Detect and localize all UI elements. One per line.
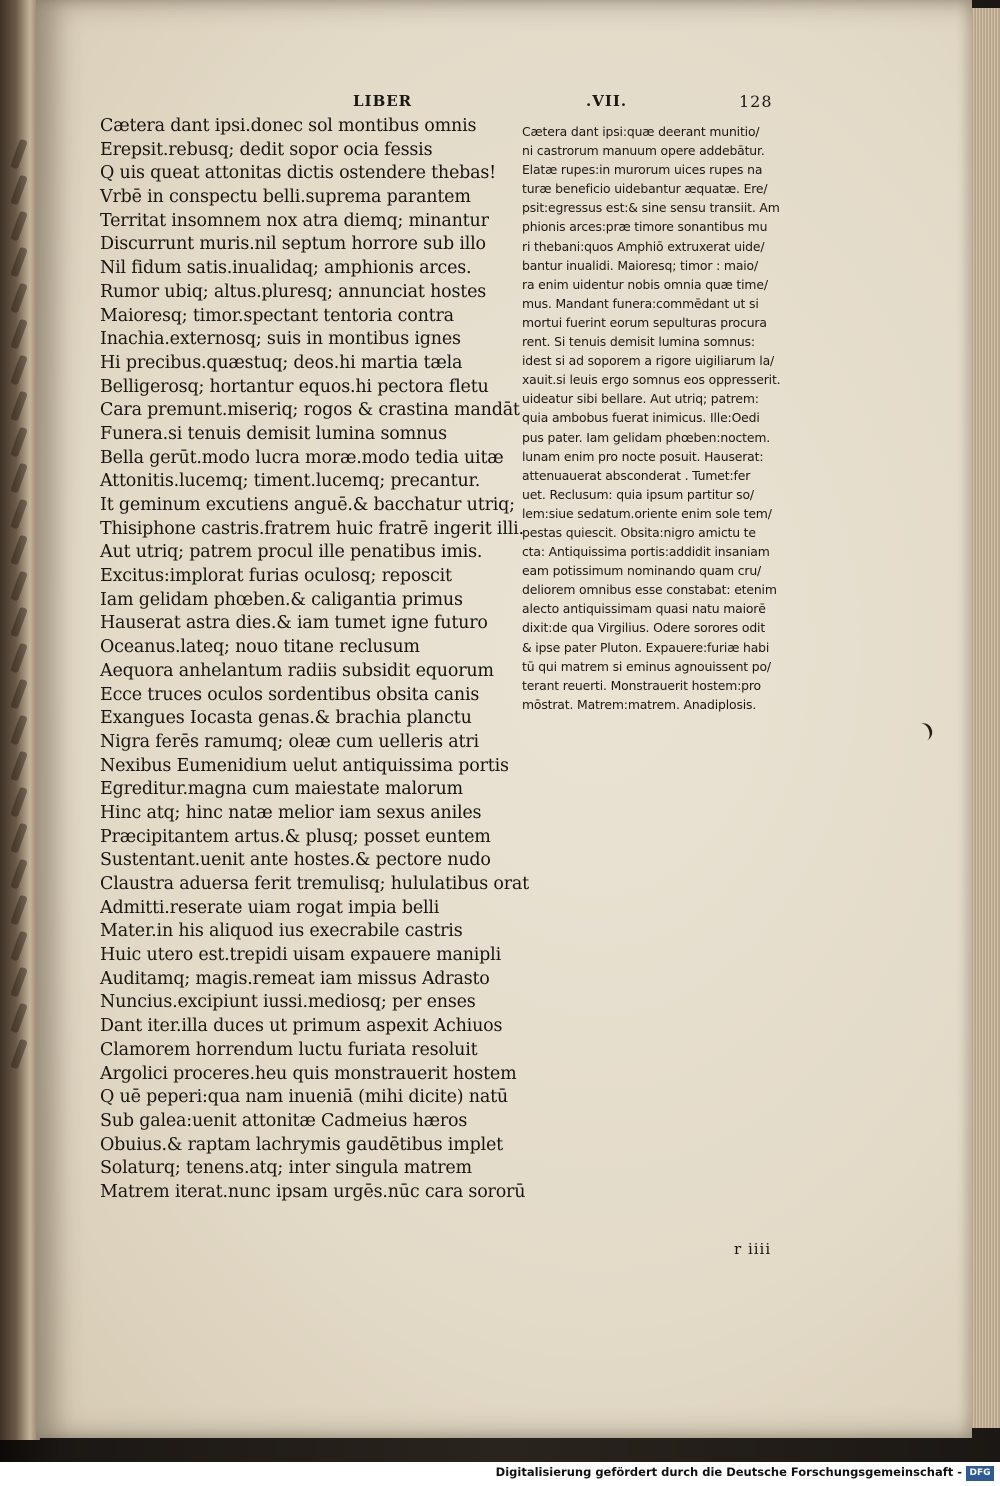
commentary-column <box>522 122 822 714</box>
verse-line: Attonitis.lucemq; timent.lucemq; precantur. <box>100 471 481 492</box>
verse-line: Solaturq; tenens.atq; inter singula matrem <box>100 1158 472 1179</box>
signature-mark: r iiii <box>734 1240 772 1258</box>
commentary-line: pus pater. Iam gelidam phœben:noctem. <box>522 429 771 445</box>
commentary-line: Cætera dant ipsi:quæ deerant munitio/ <box>522 124 760 139</box>
verse-line: Claustra aduersa ferit tremulisq; hululatibus orat <box>100 874 529 894</box>
facing-page-ink <box>10 499 28 530</box>
verse-line: Erepsit.rebusq; dedit sopor ocia fessis <box>100 139 433 160</box>
verse-line: Hi precibus.quæstuq; deos.hi martia tæla <box>100 352 463 373</box>
commentary-line: mōstrat. Matrem:matrem. Anadiplosis. <box>522 696 757 712</box>
commentary-line: bantur inualidi. Maioresq; timor : maio/ <box>522 257 759 273</box>
commentary-line: ni castrorum manuum opere addebātur. <box>522 143 765 159</box>
verse-line: Iam gelidam phœben.& caligantia primus <box>100 589 463 610</box>
commentary-line: mus. Mandant funera:commēdant ut si <box>522 295 759 311</box>
verse-line: Nexibus Eumenidium uelut antiquissima portis <box>100 755 509 776</box>
facing-page-ink <box>10 1039 28 1070</box>
commentary-line: ra enim uidentur nobis omnia quæ time/ <box>522 276 768 292</box>
commentary-line: eam potissimum nominando quam cru/ <box>522 563 762 579</box>
verse-line: Egreditur.magna cum maiestate malorum <box>100 779 463 800</box>
verse-line: Nil fidum satis.inualidaq; amphionis arces. <box>100 258 472 279</box>
commentary-line: attenuauerat absconderat . Tumet:fer <box>522 467 751 483</box>
facing-page-ink <box>10 751 28 782</box>
verse-line: Funera.si tenuis demisit lumina somnus <box>100 423 447 444</box>
commentary-line: lunam enim pro nocte posuit. Hauserat: <box>522 448 764 464</box>
dfg-logo: DFG <box>966 1466 994 1481</box>
facing-page-ink <box>10 247 28 278</box>
verse-line: Argolici proceres.heu quis monstrauerit hostem <box>100 1063 517 1084</box>
commentary-line: terant reuerti. Monstrauerit hostem:pro <box>522 677 761 693</box>
verse-line: Excitus:implorat furias oculosq; reposcit <box>100 566 452 587</box>
verse-line: Q uis queat attonitas dictis ostendere thebas! <box>100 163 496 184</box>
verse-line: Mater.in his aliquod ius execrabile castris <box>100 921 463 942</box>
verse-line: Belligerosq; hortantur equos.hi pectora fletu <box>100 376 489 397</box>
commentary-line: deliorem omnibus esse constabat: etenim <box>522 582 777 598</box>
verse-line: Maioresq; timor.spectant tentoria contra <box>100 305 454 326</box>
facing-page-ink <box>10 859 28 890</box>
verse-line: Sub galea:uenit attonitæ Cadmeius hæros <box>100 1110 468 1131</box>
facing-page-ink <box>10 211 28 242</box>
facing-page-ink <box>10 175 28 206</box>
facing-page-ink <box>10 463 28 494</box>
commentary-line: uideatur sibi bellare. Aut utriq; patrem: <box>522 391 759 407</box>
verse-line: Cætera dant ipsi.donec sol montibus omnis <box>100 116 477 136</box>
verse-line: Præcipitantem artus.& plusq; posset euntem <box>100 826 491 847</box>
facing-page-edge <box>0 0 40 1440</box>
verse-line: Ecce truces oculos sordentibus obsita canis <box>100 684 480 705</box>
verse-line: Huic utero est.trepidi uisam expauere manipli <box>100 945 501 966</box>
verse-line: Q uē peperi:qua nam inueniā (mihi dicite) natū <box>100 1087 508 1108</box>
facing-page-ink <box>10 391 28 422</box>
facing-page-ink <box>10 787 28 818</box>
commentary-line: alecto antiquissimam quasi natu maiorē <box>522 601 766 617</box>
verse-line: Clamorem horrendum luctu furiata resoluit <box>100 1039 478 1060</box>
verse-line: Nuncius.excipiunt iussi.mediosq; per enses <box>100 992 476 1013</box>
commentary-line: mortui fuerint eorum sepulturas procura <box>522 314 767 330</box>
facing-page-ink <box>10 139 28 170</box>
facing-page-ink <box>10 535 28 566</box>
facing-page-ink <box>10 355 28 386</box>
verse-line: Exangues Iocasta genas.& brachia planctu <box>100 708 472 729</box>
book-number: .VII. <box>586 92 628 110</box>
verse-line: Hinc atq; hinc natæ melior iam sexus aniles <box>100 802 482 823</box>
commentary-line: uet. Reclusum: quia ipsum partitur so/ <box>522 486 754 502</box>
facing-page-ink <box>10 571 28 602</box>
commentary-line: cta: Antiquissima portis:addidit insaniam <box>522 544 770 560</box>
verse-line: Admitti.reserate uiam rogat impia belli <box>100 897 440 918</box>
footer-banner <box>0 1462 1000 1486</box>
commentary-line: phionis arces:præ timore sonantibus mu <box>522 219 768 235</box>
facing-page-ink <box>10 679 28 710</box>
commentary-line: ri thebani:quos Amphiō extruxerat uide/ <box>522 238 765 254</box>
commentary-line: xauit.si leuis ergo somnus eos oppresserit. <box>522 372 781 388</box>
commentary-line: idest si ad soporem a rigore uigiliarum la/ <box>522 353 775 369</box>
verse-line: It geminum excutiens anguē.& bacchatur utriq; <box>100 495 515 515</box>
verse-line: Matrem iterat.nunc ipsam urgēs.nūc cara sororū <box>100 1181 526 1202</box>
verse-line: Thisiphone castris.fratrem huic fratrē ingerit illi. <box>100 518 524 539</box>
book-page <box>36 0 972 1438</box>
facing-page-ink <box>10 1003 28 1034</box>
folio-number: 128 <box>739 92 773 111</box>
facing-page-ink <box>10 319 28 350</box>
verse-line: Inachia.externosq; suis in montibus ignes <box>100 329 461 350</box>
verse-line: Sustentant.uenit ante hostes.& pectore nudo <box>100 850 491 871</box>
verse-line: Nigra ferēs ramumq; oleæ cum uelleris atri <box>100 731 479 752</box>
margin-ink-mark <box>918 721 934 742</box>
commentary-line: tū qui matrem si eminus agnouissent po/ <box>522 658 771 674</box>
commentary-line: rent. Si tenuis demisit lumina somnus: <box>522 334 755 350</box>
facing-page-ink <box>10 715 28 746</box>
facing-page-ink <box>10 967 28 998</box>
commentary-line: quia ambobus fuerat inimicus. Ille:Oedi <box>522 410 760 426</box>
commentary-line: dixit:de qua Virgilius. Odere sorores odit <box>522 620 766 636</box>
verse-line: Oceanus.lateq; nouo titane reclusum <box>100 637 420 658</box>
verse-line: Territat insomnem nox atra diemq; minantur <box>100 210 489 231</box>
verse-line: Auditamq; magis.remeat iam missus Adrasto <box>100 968 490 989</box>
commentary-line: turæ beneficio uidebantur æquatæ. Ere/ <box>522 181 768 197</box>
commentary-line: lem:siue sedatum.oriente enim sole tem/ <box>522 505 772 521</box>
facing-page-ink <box>10 823 28 854</box>
verse-line: Dant iter.illa duces ut primum aspexit Achiuos <box>100 1016 503 1037</box>
verse-line: Hauserat astra dies.& iam tumet igne futuro <box>100 613 488 634</box>
verse-column <box>100 115 530 1205</box>
verse-line: Aequora anhelantum radiis subsidit equorum <box>100 660 494 681</box>
facing-page-ink <box>10 895 28 926</box>
verse-line: Discurrunt muris.nil septum horrore sub illo <box>100 234 486 255</box>
facing-page-ink <box>10 283 28 314</box>
commentary-line: pestas quiescit. Obsita:nigro amictu te <box>522 524 756 540</box>
verse-line: Rumor ubiq; altus.pluresq; annunciat hostes <box>100 281 487 302</box>
verse-line: Bella gerūt.modo lucra moræ.modo tedia uitæ <box>100 447 504 468</box>
facing-page-ink <box>10 931 28 962</box>
facing-page-ink <box>10 427 28 458</box>
verse-line: Vrbē in conspectu belli.suprema parantem <box>100 187 471 208</box>
running-title: LIBER <box>353 92 413 110</box>
facing-page-ink <box>10 643 28 674</box>
facing-page-ink <box>10 607 28 638</box>
verse-line: Aut utriq; patrem procul ille penatibus imis. <box>100 542 483 563</box>
verse-line: Cara premunt.miseriq; rogos & crastina mandāt <box>100 400 520 421</box>
verse-line: Obuius.& raptam lachrymis gaudētibus implet <box>100 1134 503 1155</box>
commentary-line: Elatæ rupes:in murorum uices rupes na <box>522 162 763 178</box>
commentary-line: psit:egressus est:& sine sensu transiit. Am <box>522 200 780 216</box>
footer-credit-text: Digitalisierung gefördert durch die Deutsche Forschungsgemeinschaft - <box>495 1465 962 1479</box>
commentary-line: & ipse pater Pluton. Expauere:furiæ habi <box>522 639 770 655</box>
